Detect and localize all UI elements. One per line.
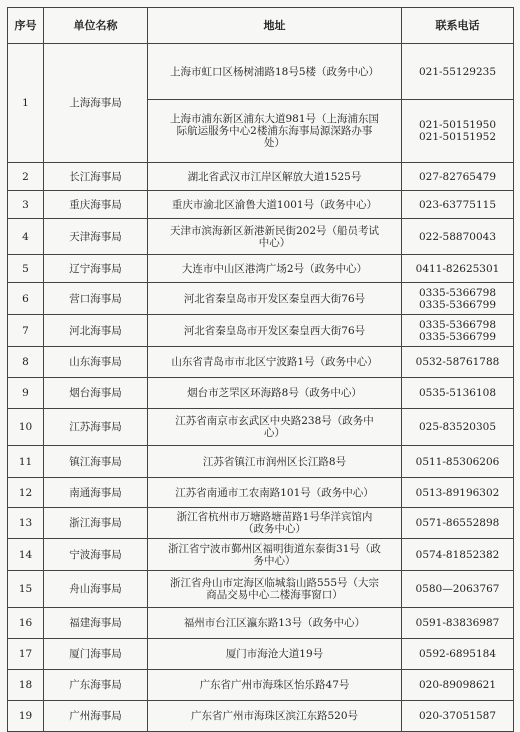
cell-phone: 0513-89196302 (402, 478, 514, 508)
cell-name: 广东海事局 (44, 670, 148, 701)
cell-address: 厦门市海沧大道19号 (148, 639, 402, 670)
cell-address: 天津市滨海新区新港新民街202号（船员考试 中心） (148, 219, 402, 255)
cell-no: 6 (8, 283, 44, 315)
cell-address: 上海市虹口区杨树浦路18号5楼（政务中心） (148, 44, 402, 100)
cell-no: 1 (8, 44, 44, 163)
cell-no: 9 (8, 378, 44, 409)
cell-name: 南通海事局 (44, 478, 148, 508)
cell-address: 江苏省南通市工农南路101号（政务中心） (148, 478, 402, 508)
cell-no: 10 (8, 409, 44, 446)
table-row (8, 571, 514, 608)
cell-no: 18 (8, 670, 44, 701)
table-row (8, 378, 514, 409)
cell-name: 营口海事局 (44, 283, 148, 315)
table-row (8, 44, 514, 100)
cell-no: 16 (8, 608, 44, 639)
cell-phone: 021-50151950 021-50151952 (402, 100, 514, 163)
header-address: 地址 (148, 8, 402, 44)
cell-no: 7 (8, 315, 44, 347)
cell-address: 浙江省宁波市鄞州区福明街道东泰街31号（政 务中心） (148, 539, 402, 571)
table-body (8, 44, 514, 732)
cell-phone: 0411-82625301 (402, 255, 514, 283)
table-row (8, 608, 514, 639)
cell-address: 广东省广州市海珠区滨江东路520号 (148, 701, 402, 732)
table-row (8, 163, 514, 191)
cell-phone: 023-63775115 (402, 191, 514, 219)
cell-phone: 020-89098621 (402, 670, 514, 701)
cell-phone: 0592-6895184 (402, 639, 514, 670)
table-row (8, 283, 514, 315)
cell-no: 12 (8, 478, 44, 508)
header-row (8, 8, 514, 44)
cell-no: 4 (8, 219, 44, 255)
cell-no: 13 (8, 508, 44, 539)
cell-phone: 0580—2063767 (402, 571, 514, 608)
cell-name: 重庆海事局 (44, 191, 148, 219)
cell-address: 江苏省南京市玄武区中央路238号（政务中 心） (148, 409, 402, 446)
cell-phone: 0511-85306206 (402, 446, 514, 478)
cell-phone: 027-82765479 (402, 163, 514, 191)
table-row (8, 701, 514, 732)
cell-no: 14 (8, 539, 44, 571)
maritime-office-contact-table (7, 7, 514, 732)
cell-name: 烟台海事局 (44, 378, 148, 409)
cell-address: 河北省秦皇岛市开发区秦皇西大街76号 (148, 283, 402, 315)
cell-name: 河北海事局 (44, 315, 148, 347)
cell-phone: 0535-5136108 (402, 378, 514, 409)
cell-name: 上海海事局 (44, 44, 148, 163)
cell-name: 浙江海事局 (44, 508, 148, 539)
cell-name: 舟山海事局 (44, 571, 148, 608)
cell-phone: 0574-81852382 (402, 539, 514, 571)
cell-phone: 022-58870043 (402, 219, 514, 255)
cell-name: 天津海事局 (44, 219, 148, 255)
cell-phone: 025-83520305 (402, 409, 514, 446)
cell-no: 3 (8, 191, 44, 219)
cell-no: 15 (8, 571, 44, 608)
cell-address: 上海市浦东新区浦东大道981号（上海浦东国 际航运服务中心2楼浦东海事局源深路办事 处） (148, 100, 402, 163)
cell-name: 广州海事局 (44, 701, 148, 732)
table-row (8, 255, 514, 283)
cell-phone: 021-55129235 (402, 44, 514, 100)
table-row (8, 446, 514, 478)
table-row (8, 670, 514, 701)
cell-address: 烟台市芝罘区环海路8号（政务中心） (148, 378, 402, 409)
table-row (8, 508, 514, 539)
cell-address: 江苏省镇江市润州区长江路8号 (148, 446, 402, 478)
table-row (8, 639, 514, 670)
cell-name: 厦门海事局 (44, 639, 148, 670)
cell-address: 广东省广州市海珠区怡乐路47号 (148, 670, 402, 701)
table-row (8, 539, 514, 571)
cell-address: 山东省青岛市市北区宁波路1号（政务中心） (148, 347, 402, 378)
header-no: 序号 (8, 8, 44, 44)
cell-address: 福州市台江区瀛东路13号（政务中心） (148, 608, 402, 639)
cell-name: 辽宁海事局 (44, 255, 148, 283)
cell-address: 浙江省舟山市定海区临城翁山路555号（大宗 商品交易中心二楼海事窗口） (148, 571, 402, 608)
table-row (8, 219, 514, 255)
cell-address: 浙江省杭州市万塘路塘苗路1号华洋宾馆内 （政务中心） (148, 508, 402, 539)
table-row (8, 409, 514, 446)
cell-address: 重庆市渝北区渝鲁大道1001号（政务中心） (148, 191, 402, 219)
cell-name: 山东海事局 (44, 347, 148, 378)
cell-name: 福建海事局 (44, 608, 148, 639)
cell-phone: 0335-5366798 0335-5366799 (402, 283, 514, 315)
cell-no: 5 (8, 255, 44, 283)
cell-no: 19 (8, 701, 44, 732)
cell-name: 江苏海事局 (44, 409, 148, 446)
cell-phone: 0591-83836987 (402, 608, 514, 639)
cell-name: 长江海事局 (44, 163, 148, 191)
table-row (8, 191, 514, 219)
cell-phone: 020-37051587 (402, 701, 514, 732)
cell-no: 2 (8, 163, 44, 191)
cell-address: 河北省秦皇岛市开发区秦皇西大街76号 (148, 315, 402, 347)
cell-phone: 0335-5366798 0335-5366799 (402, 315, 514, 347)
cell-phone: 0532-58761788 (402, 347, 514, 378)
table-row (8, 347, 514, 378)
cell-no: 11 (8, 446, 44, 478)
table-row (8, 315, 514, 347)
header-name: 单位名称 (44, 8, 148, 44)
contact-table-sheet (7, 7, 513, 722)
cell-no: 8 (8, 347, 44, 378)
cell-name: 宁波海事局 (44, 539, 148, 571)
cell-address: 湖北省武汉市江岸区解放大道1525号 (148, 163, 402, 191)
cell-no: 17 (8, 639, 44, 670)
cell-phone: 0571-86552898 (402, 508, 514, 539)
table-row (8, 478, 514, 508)
cell-address: 大连市中山区港湾广场2号（政务中心） (148, 255, 402, 283)
cell-name: 镇江海事局 (44, 446, 148, 478)
header-phone: 联系电话 (402, 8, 514, 44)
